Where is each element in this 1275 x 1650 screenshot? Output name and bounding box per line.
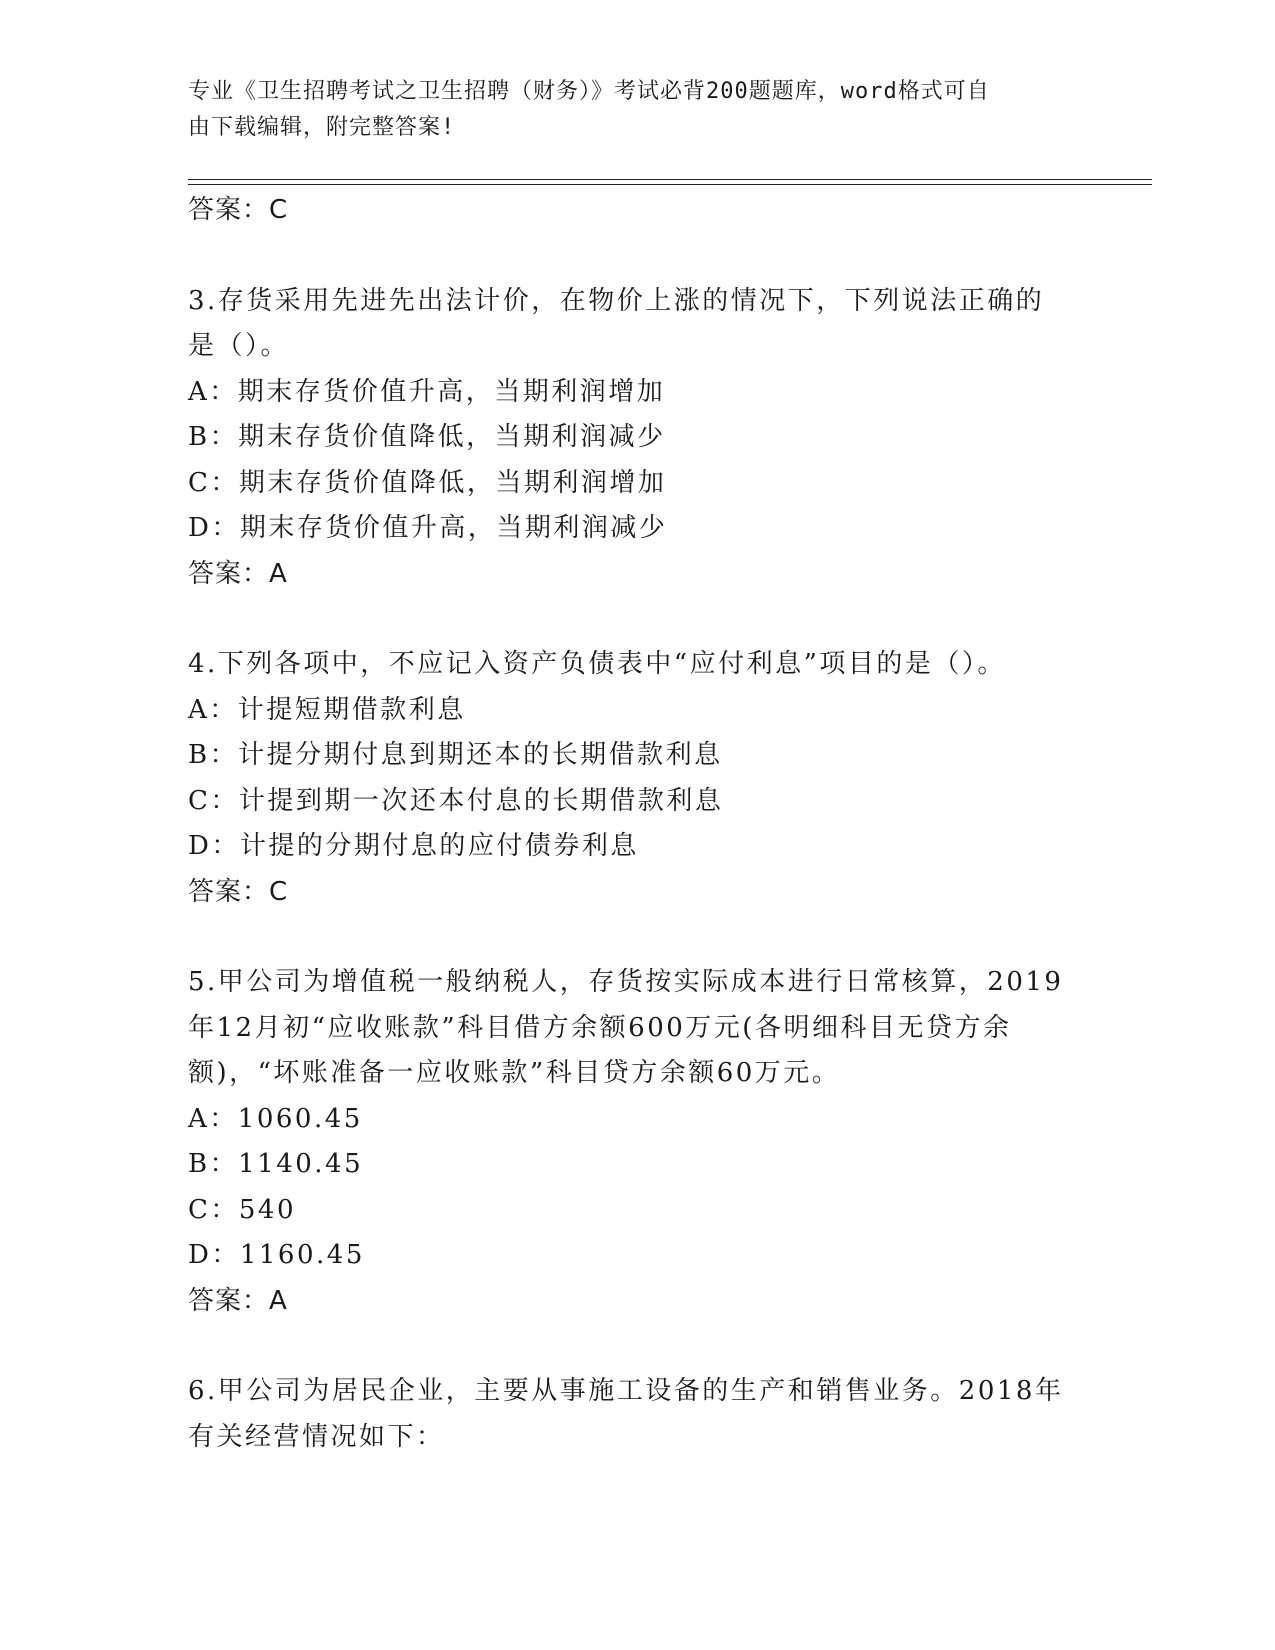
question-4-option-a: A：计提短期借款利息 xyxy=(188,694,466,725)
question-6 xyxy=(188,1369,1088,1460)
question-3-option-c: C：期末存货价值降低，当期利润增加 xyxy=(188,467,667,498)
question-4-line-1: 4.下列各项中，不应记入资产负债表中“应付利息”项目的是（）。 xyxy=(188,649,1006,679)
document-header xyxy=(188,74,1068,146)
question-3-line-1: 3.存货采用先进先出法计价，在物价上涨的情况下，下列说法正确的 xyxy=(188,285,1045,316)
question-3-line-2: 是（）。 xyxy=(188,331,290,361)
question-5-option-a: A：1060.45 xyxy=(188,1103,363,1134)
question-5 xyxy=(188,960,1088,1324)
answer-q4: 答案：C xyxy=(188,876,289,907)
question-3-option-b: B：期末存货价值降低，当期利润减少 xyxy=(188,422,666,452)
spacer xyxy=(188,915,1088,960)
question-5-line-1: 5.甲公司为增值税一般纳税人，存货按实际成本进行日常核算，2019 xyxy=(188,967,1064,997)
question-5-line-2: 年12月初“应收账款”科目借方余额600万元(各明细科目无贷方余 xyxy=(188,1012,1012,1043)
question-3-option-d: D：期末存货价值升高，当期利润减少 xyxy=(188,513,668,543)
question-4-option-d: D：计提的分期付息的应付债券利息 xyxy=(188,831,639,861)
header-divider-top xyxy=(188,179,1152,180)
spacer xyxy=(188,597,1088,642)
spacer xyxy=(188,1324,1088,1369)
header-line-1: 专业《卫生招聘考试之卫生招聘（财务）》考试必背200题题库，word格式可自 xyxy=(188,79,990,104)
answer-q2: 答案：C xyxy=(188,195,289,225)
answer-q3: 答案：A xyxy=(188,558,288,589)
question-4 xyxy=(188,642,1088,915)
question-4-option-c: C：计提到期一次还本付息的长期借款利息 xyxy=(188,785,724,816)
spacer xyxy=(188,234,1088,279)
question-5-line-3: 额)，“坏账准备一应收账款”科目贷方余额60万元。 xyxy=(188,1058,841,1088)
question-5-option-d: D：1160.45 xyxy=(188,1240,365,1270)
header-divider-bottom xyxy=(188,184,1152,185)
question-content xyxy=(188,188,1088,1460)
question-3-option-a: A：期末存货价值升高，当期利润增加 xyxy=(188,376,666,407)
answer-q5: 答案：A xyxy=(188,1285,288,1316)
question-6-line-1: 6.甲公司为居民企业，主要从事施工设备的生产和销售业务。2018年 xyxy=(188,1376,1064,1406)
question-3 xyxy=(188,279,1088,598)
question-5-option-b: B：1140.45 xyxy=(188,1149,364,1179)
question-6-line-2: 有关经营情况如下： xyxy=(188,1421,445,1452)
question-4-option-b: B：计提分期付息到期还本的长期借款利息 xyxy=(188,740,723,770)
header-line-2: 由下载编辑，附完整答案! xyxy=(188,115,456,140)
question-5-option-c: C：540 xyxy=(188,1194,297,1225)
